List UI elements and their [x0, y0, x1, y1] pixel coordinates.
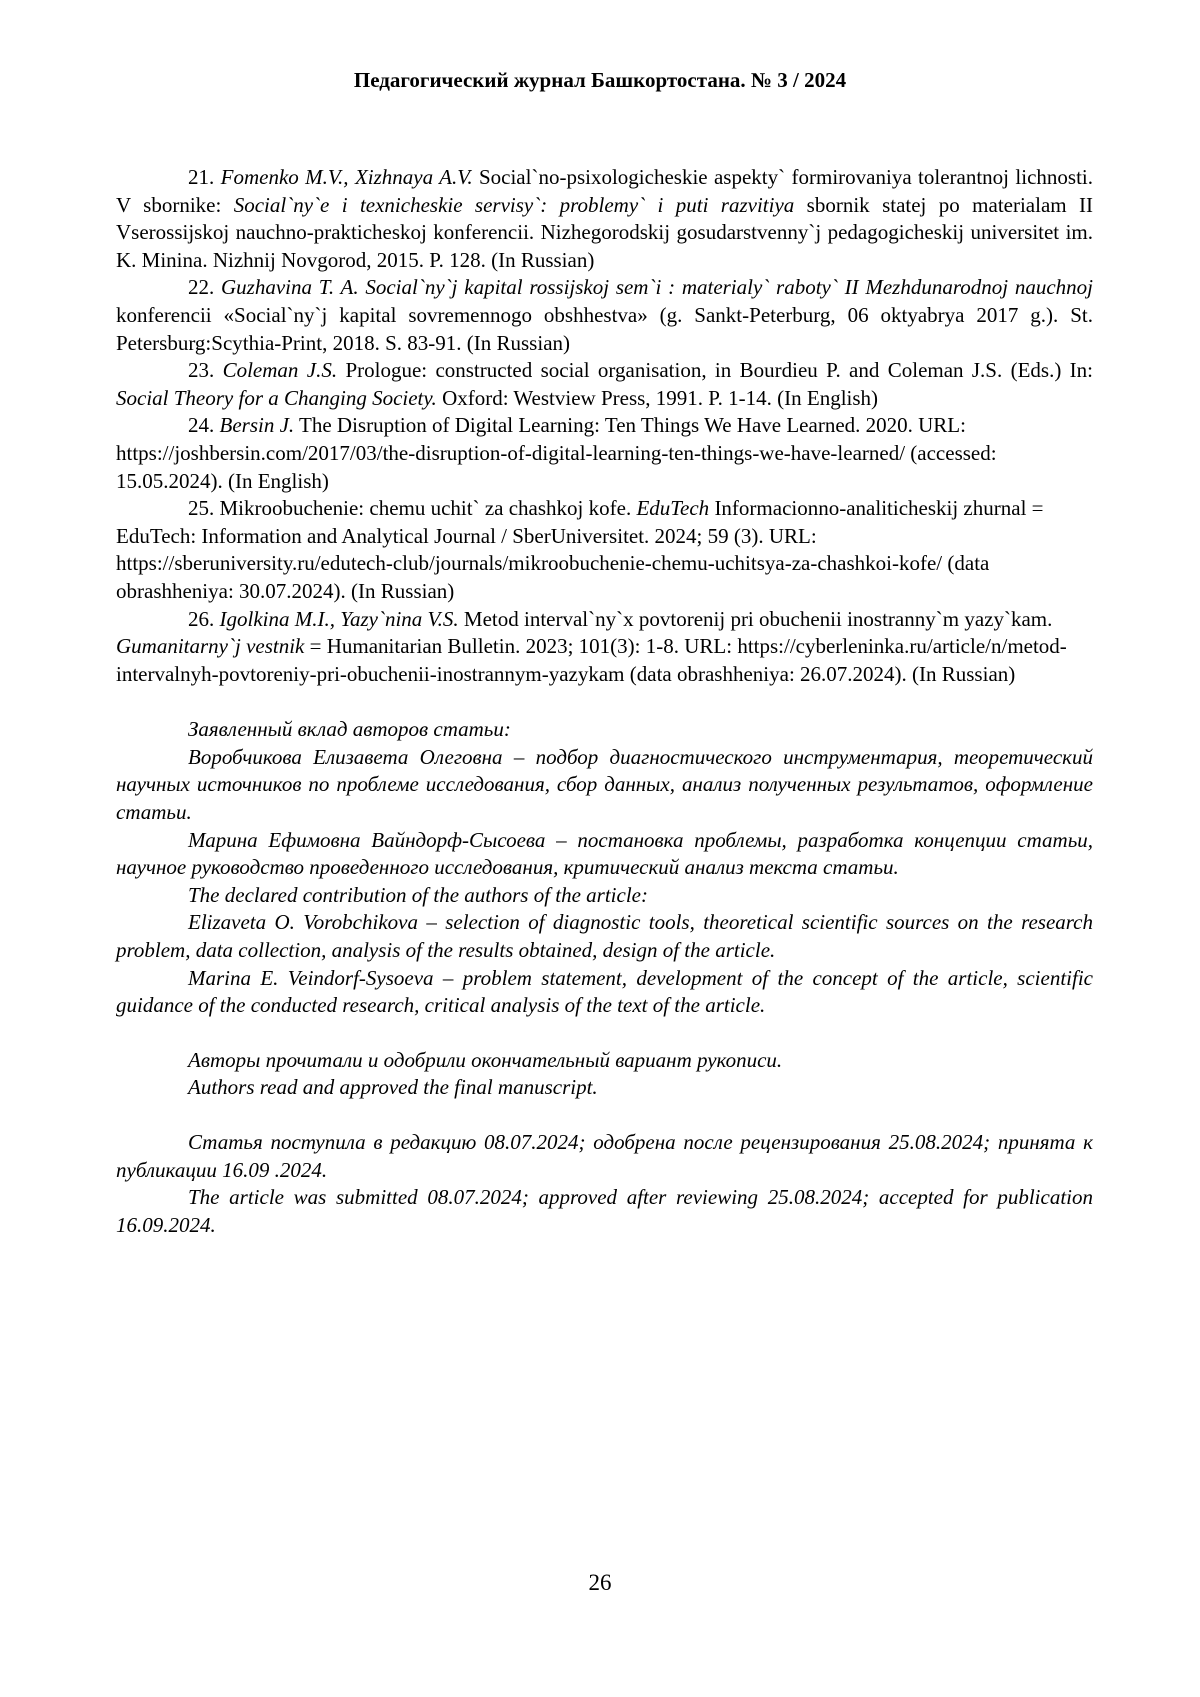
- reference-authors: Fomenko M.V., Xizhnaya A.V.: [220, 165, 473, 189]
- approval-ru: Авторы прочитали и одобрили окончательный вариант рукописи.: [188, 1047, 783, 1072]
- reference-number: 21.: [188, 165, 215, 189]
- reference-authors: Guzhavina T. A. Social`ny`j kapital rossijskoj sem`i : materialy` raboty` II Mezhdunarodnoj nauchnoj: [221, 275, 1094, 300]
- reference-text: The Disruption of Digital Learning: Ten Things We Have Learned. 2020. URL: https://joshbersin.com/2017/03/the-disruption-of-digital-learning-ten-things-we-have-learned/ (accessed: 15.05.2024). (In English): [116, 413, 997, 493]
- reference-text: Social`no-psixologicheskie aspekty` formirovaniya tolerantnoj lichnosti. V sbornike:: [116, 165, 1093, 217]
- reference-text: = Humanitarian Bulletin. 2023; 101(3): 1-8. URL: https://cyberleninka.ru/article/n/metod-intervalnyh-povtoreniy-pri-obuchenii-inostrannym-yazykam (data obrashheniya: 26.07.2024). (In Russian): [116, 634, 1067, 686]
- reference-text: Mikroobuchenie: chemu uchit` za chashkoj kofe.: [219, 496, 637, 521]
- journal-title: Педагогический журнал Башкортостана. № 3 / 2024: [353, 68, 847, 92]
- reference-text: Oxford: Westview Press, 1991. P. 1-14. (In English): [436, 385, 879, 410]
- reference-source: Social Theory for a Changing Society.: [116, 385, 437, 410]
- reference-text: Prologue: constructed social organisation, in Bourdieu P. and Coleman J.S. (Eds.) In:: [337, 358, 1093, 383]
- reference-text: Informacionno-analiticheskij zhurnal = EduTech: Information and Analytical Journal / SberUniversitet. 2024; 59 (3). URL: https://sberuniversity.ru/edutech-club/journals/mikroobuchenie-chemu-uchitsya-za-chashkoi-kofe/ (data obrashheniya: 30.07.2024). (In Russian): [116, 496, 1044, 603]
- contribution-author2-en: Marina E. Veindorf-Sysoeva – problem statement, development of the concept of the article, scientific guidance of the conducted research, critical analysis of the text of the article.: [116, 965, 1093, 1018]
- reference-number: 22.: [188, 275, 215, 300]
- approval-section: [116, 1047, 1093, 1102]
- reference-text: Metod interval`ny`x povtorenij pri obuchenii inostranny`m yazy`kam.: [458, 606, 1053, 631]
- reference-text: sbornik statej po materialam II Vserossijskoj nauchno-prakticheskoj konferencii. Nizhegorodskij gosudarstvenny`j pedagogicheskij universitet im. K. Minina. Nizhnij Novgorod, 2015. P. 128. (In Russian): [116, 192, 1093, 272]
- approval-en: Authors read and approved the final manuscript.: [188, 1075, 598, 1100]
- contributions-heading-ru: Заявленный вклад авторов статьи:: [188, 717, 511, 742]
- reference-number: 26.: [188, 606, 215, 631]
- contribution-author1-en: Elizaveta O. Vorobchikova – selection of diagnostic tools, theoretical scientific sources on the research problem, data collection, analysis of the results obtained, design of the article.: [116, 910, 1093, 963]
- reference-23: [116, 357, 1093, 412]
- reference-source: EduTech: [636, 496, 710, 521]
- contribution-author1-ru: Воробчикова Елизавета Олеговна – подбор диагностического инструментария, теоретический научных источников по проблеме исследования, сбор данных, анализ полученных результатов, оформление статьи.: [116, 744, 1093, 825]
- reference-26: [116, 606, 1093, 689]
- reference-25: [116, 495, 1093, 605]
- dates-ru: Статья поступила в редакцию 08.07.2024; одобрена после рецензирования 25.08.2024; принята к публикации 16.09 .2024.: [116, 1130, 1093, 1182]
- spacer: [116, 1020, 1093, 1047]
- reference-number: 24.: [188, 413, 215, 438]
- contributions-section: [116, 716, 1093, 1020]
- page-number: 26: [588, 1570, 612, 1595]
- reference-21: [116, 164, 1093, 274]
- journal-header: [0, 68, 1200, 93]
- contributions-heading-en: The declared contribution of the authors of the article:: [188, 882, 648, 907]
- spacer: [116, 1102, 1093, 1129]
- reference-authors: Bersin J.: [219, 413, 295, 438]
- reference-authors: Coleman J.S.: [222, 358, 338, 383]
- reference-number: 23.: [188, 358, 215, 383]
- dates-en: The article was submitted 08.07.2024; approved after reviewing 25.08.2024; accepted for publication 16.09.2024.: [116, 1185, 1093, 1237]
- page-content: [116, 164, 1093, 1239]
- reference-number: 25.: [188, 496, 215, 521]
- reference-24: [116, 412, 1093, 495]
- reference-source: Gumanitarny`j vestnik: [116, 634, 305, 659]
- reference-source: Social`ny`e i texnicheskie servisy`: problemy` i puti razvitiya: [233, 192, 795, 217]
- reference-22: [116, 274, 1093, 357]
- reference-text: konferencii «Social`ny`j kapital sovremennogo obshhestva» (g. Sankt-Peterburg, 06 oktyabrya 2017 g.). St. Petersburg:Scythia-Print, 2018. S. 83-91. (In Russian): [116, 302, 1093, 355]
- contribution-author2-ru: Марина Ефимовна Вайндорф-Сысоева – постановка проблемы, разработка концепции статьи, научное руководство проведенного исследования, критический анализ текста статьи.: [116, 827, 1093, 880]
- spacer: [116, 688, 1093, 716]
- dates-section: [116, 1129, 1093, 1239]
- reference-authors: Igolkina M.I., Yazy`nina V.S.: [219, 606, 459, 631]
